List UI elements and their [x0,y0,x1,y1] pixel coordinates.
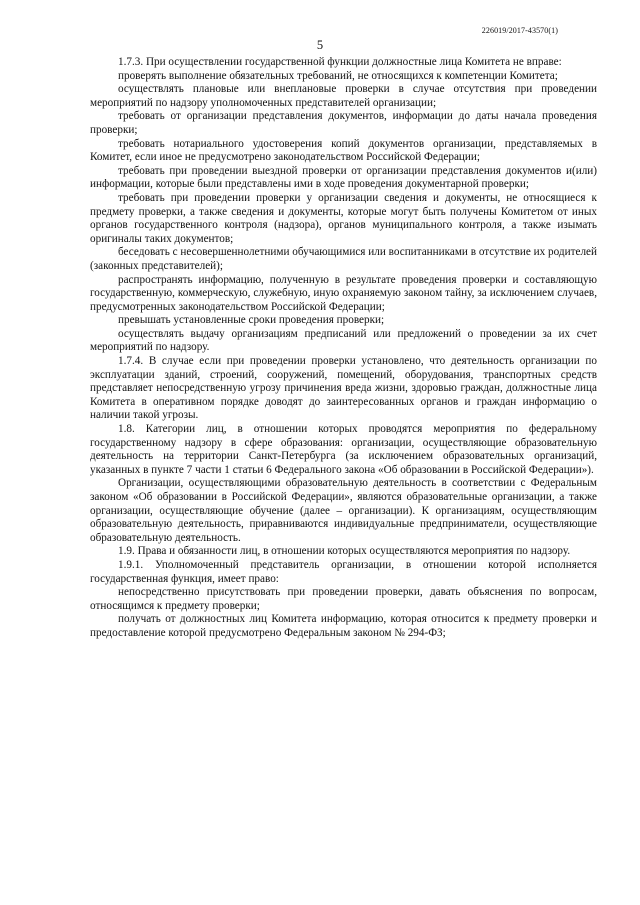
paragraph-item: беседовать с несовершеннолетними обучающимися или воспитанниками в отсутствие их родителей (законных представителей); [90,246,597,272]
page-number: 5 [316,38,324,52]
paragraph-1-9-1: 1.9.1. Уполномоченный представитель организации, в отношении которой исполняется государственная функция, имеет право: [90,558,597,585]
paragraph-item: осуществлять плановые или внеплановые проверки в случае отсутствия при проведении мероприятий по надзору уполномоченных представителей организации; [90,83,597,109]
document-registration-number: 226019/2017-43570(1) [481,26,558,35]
paragraph-item: проверять выполнение обязательных требований, не относящихся к компетенции Комитета; [118,69,558,82]
paragraph-item: осуществлять выдачу организациям предписаний или предложений о проведении за их счет мероприятий по надзору. [90,327,597,354]
paragraph-1-7-4: 1.7.4. В случае если при проведении проверки установлено, что деятельность организации по эксплуатации зданий, строений, сооружений, помещений, оборудования, транспортных средств представляет непосредственную угрозу причинения вреда жизни, здоровью граждан, должностные лица Комитета в оперативном порядке доводят до заинтересованных органов и граждан информацию о наличии такой угрозы. [90,355,597,422]
paragraph-item: превышать установленные сроки проведения проверки; [118,314,385,327]
paragraph-item: непосредственно присутствовать при проведении проверки, давать объяснения по вопросам, относящимся к предмету проверки; [90,586,597,612]
paragraph-item: требовать нотариального удостоверения копий документов организации, представляемых в Комитет, если иное не предусмотрено законодательством Российской Федерации; [90,137,597,164]
paragraph-item: требовать от организации представления документов, информации до даты начала проведения проверки; [90,110,597,136]
document-body [90,56,597,641]
paragraph-item: получать от должностных лиц Комитета информацию, которая относится к предмету проверки и предоставление которой предусмотрено Федеральным законом № 294-ФЗ; [90,613,597,639]
paragraph-item: требовать при проведении выездной проверки от организации представления документов и(или) информации, которые были представлены ими в ходе проведения документарной проверки; [90,164,597,191]
paragraph-1-8: 1.8. Категории лиц, в отношении которых проводятся мероприятия по федеральному государственному надзору в сфере образования: организации, осуществляющие образовательную деятельность на территории Санкт-Петербурга (за исключением образовательных организаций, указанных в пункте 7 части 1 статьи 6 Федерального закона «Об образовании в Российской Федерации»). [90,423,597,476]
paragraph-item: распространять информацию, полученную в результате проведения проверки и составляющую государственную, коммерческую, служебную, иную охраняемую законом тайну, за исключением случаев, предусмотренных законодательством Российской Федерации; [90,273,597,313]
paragraph-item: Организации, осуществляющими образовательную деятельность в соответствии с Федеральным законом «Об образовании в Российской Федерации», являются образовательные организации, а также организации, осуществляющие обучение (далее – организации). К организациям, осуществляющим образовательную деятельность, приравниваются индивидуальные предприниматели, осуществляющие образовательную деятельность. [90,477,597,544]
paragraph-item: требовать при проведении проверки у организации сведения и документы, не относящиеся к предмету проверки, а также сведения и документы, которые могут быть получены Комитетом от иных органов государственного контроля (надзора), органов муниципального контроля, а также изымать оригиналы таких документов; [90,191,597,245]
paragraph-1-7-3: 1.7.3. При осуществлении государственной функции должностные лица Комитета не вправе: [118,56,562,68]
paragraph-1-9: 1.9. Права и обязанности лиц, в отношении которых осуществляются мероприятия по надзору. [118,545,571,558]
